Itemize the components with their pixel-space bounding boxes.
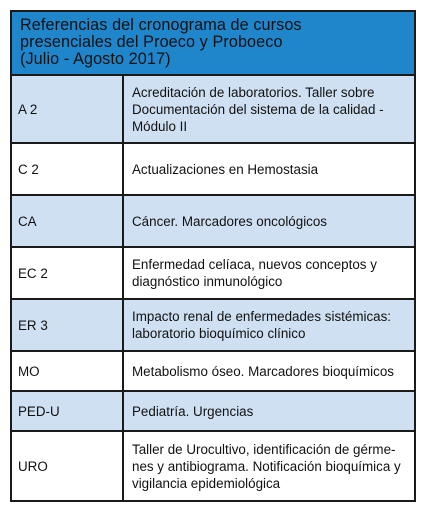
course-description (124, 248, 414, 298)
course-description (124, 432, 414, 500)
description-line: diagnóstico inmunológico (132, 274, 283, 289)
table-row (12, 196, 414, 248)
course-code: C 2 (12, 144, 124, 194)
description-line: Actualizaciones en Hemostasia (132, 161, 319, 177)
description-line: Taller de Urocultivo, identificación de gérme- (132, 441, 396, 457)
table-row (12, 76, 414, 144)
header-title-line-1: Referencias del cronograma de cursos (20, 16, 302, 34)
table-header (12, 12, 414, 76)
description-line: Documentación del sistema de la calidad - (132, 101, 384, 117)
course-code: A 2 (12, 76, 124, 142)
description-line: Enfermedad celíaca, nuevos conceptos y (132, 257, 377, 272)
description-line: Cáncer. Marcadores oncológicos (132, 213, 328, 229)
description-line: Módulo II (132, 118, 188, 134)
description-line: Impacto renal de enfermedades sistémicas: (132, 309, 392, 324)
table-row (12, 144, 414, 196)
table-body (12, 76, 414, 500)
course-code: MO (12, 352, 124, 390)
table-row (12, 392, 414, 432)
course-description (124, 76, 414, 142)
description-line: Metabolismo óseo. Marcadores bioquímicos (132, 363, 394, 379)
header-title-line-2: presenciales del Proeco y Proboeco (20, 33, 283, 51)
description-line: Pediatría. Urgencias (132, 403, 254, 419)
description-line: vigilancia epidemiológica (132, 475, 281, 491)
description-line: laboratorio bioquímico clínico (132, 326, 306, 341)
table-row (12, 352, 414, 392)
course-description (124, 300, 414, 350)
course-description (124, 196, 414, 246)
course-code: CA (12, 196, 124, 246)
course-code: EC 2 (12, 248, 124, 298)
description-line: Acreditación de laboratorios. Taller sobre (132, 84, 375, 100)
table-row (12, 432, 414, 500)
references-table (10, 10, 416, 502)
course-description (124, 144, 414, 194)
course-code: PED-U (12, 392, 124, 430)
table-row (12, 300, 414, 352)
course-description (124, 392, 414, 430)
course-code: URO (12, 432, 124, 500)
course-description (124, 352, 414, 390)
course-code: ER 3 (12, 300, 124, 350)
header-title-line-3: (Julio - Agosto 2017) (20, 50, 171, 68)
description-line: nes y antibiograma. Notificación bioquímica y (132, 458, 401, 474)
table-row (12, 248, 414, 300)
